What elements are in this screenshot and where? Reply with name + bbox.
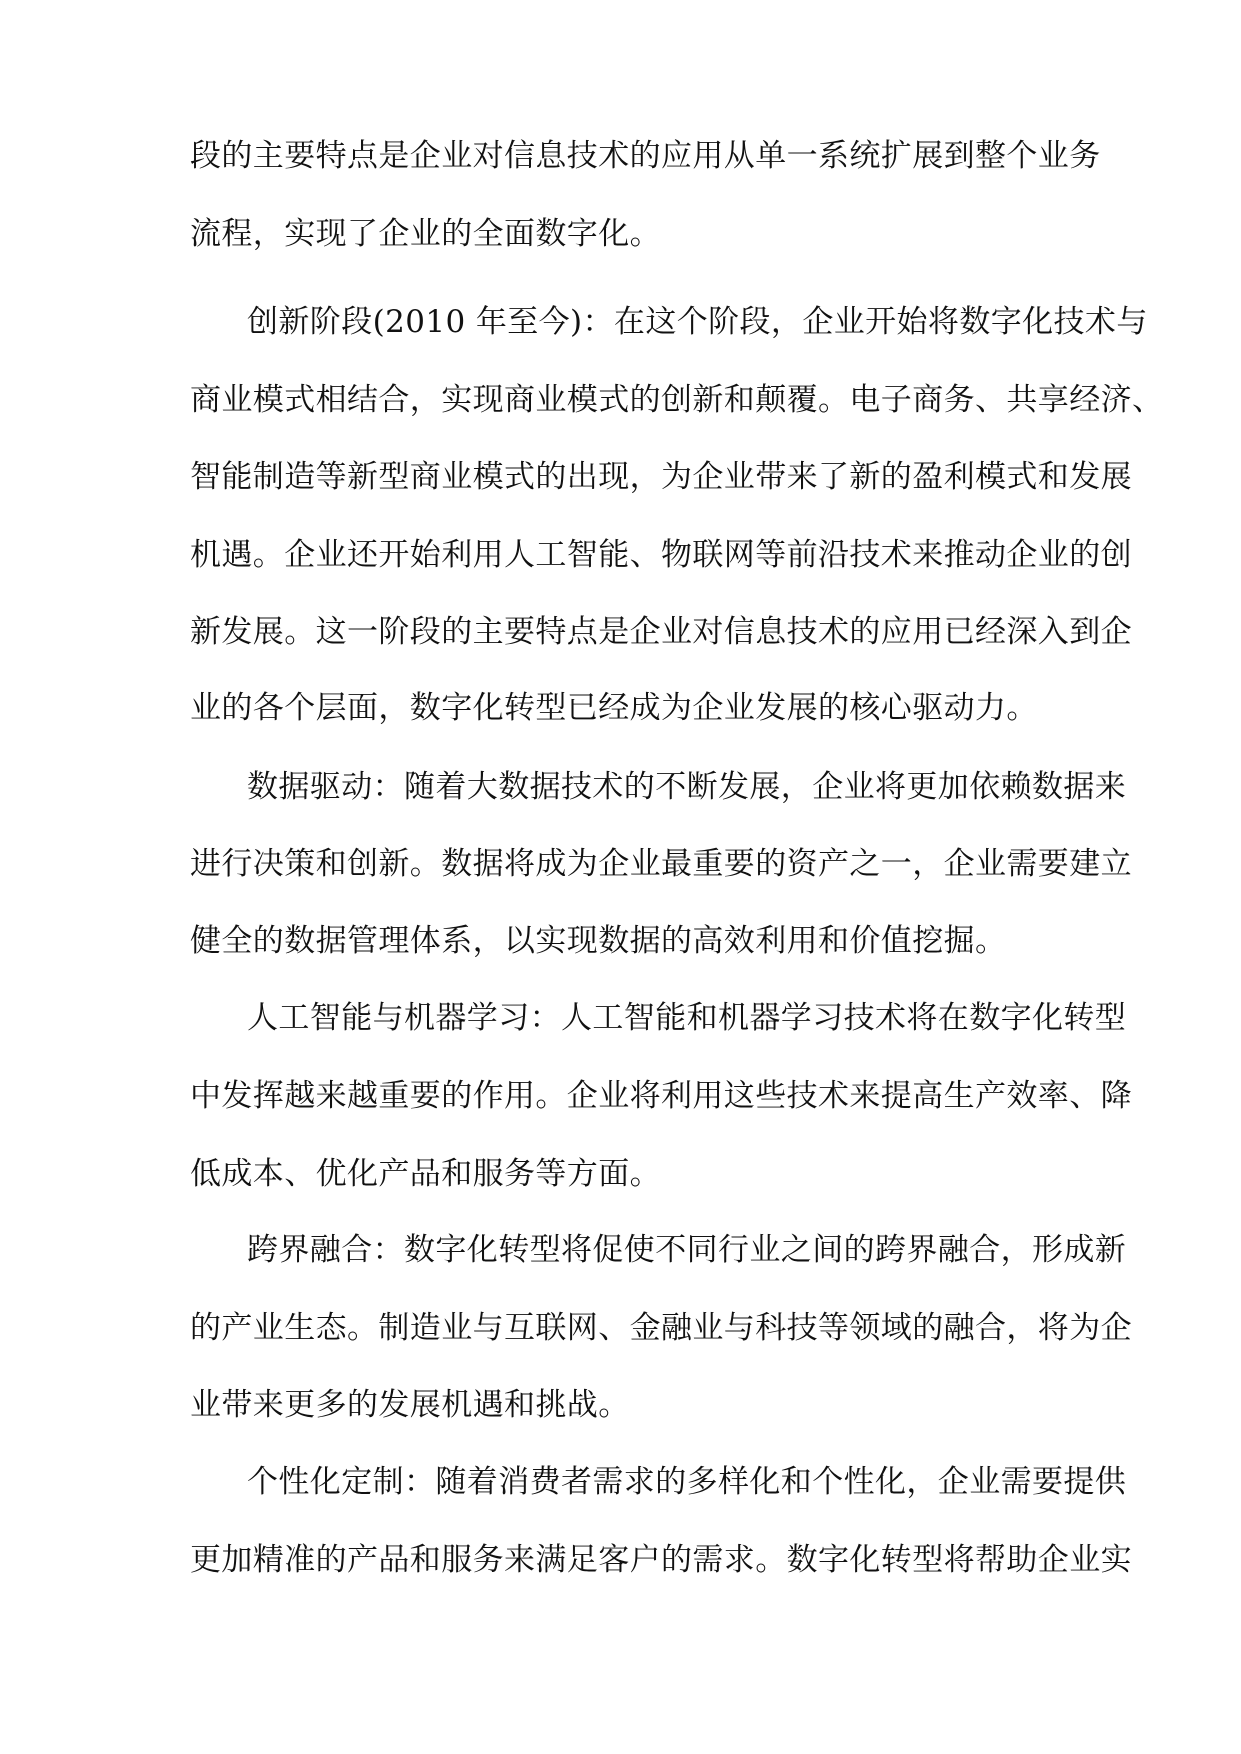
text-line: 机遇。企业还开始利用人工智能、物联网等前沿技术来推动企业的创: [190, 537, 1132, 573]
text-line: 低成本、优化产品和服务等方面。: [190, 1156, 661, 1192]
text-line: 新发展。这一阶段的主要特点是企业对信息技术的应用已经深入到企: [190, 614, 1132, 650]
text-line: 进行决策和创新。数据将成为企业最重要的资产之一，企业需要建立: [190, 846, 1132, 882]
text-line: 智能制造等新型商业模式的出现，为企业带来了新的盈利模式和发展: [190, 459, 1132, 495]
text-line: 流程，实现了企业的全面数字化。: [190, 216, 661, 252]
text-line: 创新阶段(2010 年至今)：在这个阶段，企业开始将数字化技术与: [247, 304, 1148, 340]
text-line: 中发挥越来越重要的作用。企业将利用这些技术来提高生产效率、降: [190, 1078, 1132, 1114]
text-line: 业的各个层面，数字化转型已经成为企业发展的核心驱动力。: [190, 690, 1038, 726]
text-line: 人工智能与机器学习：人工智能和机器学习技术将在数字化转型: [247, 1000, 1127, 1036]
text-line: 更加精准的产品和服务来满足客户的需求。数字化转型将帮助企业实: [190, 1542, 1132, 1578]
text-line: 段的主要特点是企业对信息技术的应用从单一系统扩展到整个业务: [190, 138, 1101, 174]
text-line: 健全的数据管理体系，以实现数据的高效利用和价值挖掘。: [190, 923, 1007, 959]
text-line: 的产业生态。制造业与互联网、金融业与科技等领域的融合，将为企: [190, 1310, 1132, 1346]
text-line: 个性化定制：随着消费者需求的多样化和个性化，企业需要提供: [247, 1464, 1127, 1500]
text-line: 商业模式相结合，实现商业模式的创新和颠覆。电子商务、共享经济、: [190, 382, 1164, 418]
text-line: 数据驱动：随着大数据技术的不断发展，企业将更加依赖数据来: [247, 769, 1127, 805]
text-line: 业带来更多的发展机遇和挑战。: [190, 1387, 630, 1423]
text-line: 跨界融合：数字化转型将促使不同行业之间的跨界融合，形成新: [247, 1232, 1127, 1268]
